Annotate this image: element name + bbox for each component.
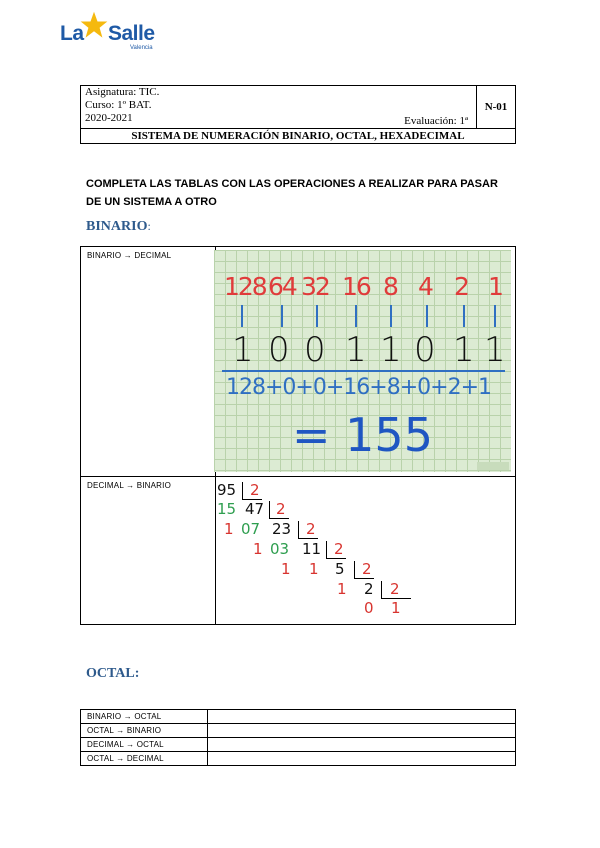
division-bracket xyxy=(242,482,243,499)
logo-subtext: Valencia xyxy=(130,45,153,51)
divisor: 2 xyxy=(250,481,260,499)
table-row xyxy=(81,724,516,738)
table-row xyxy=(81,752,516,766)
power-value: 32 xyxy=(301,272,329,301)
dividend: 2 xyxy=(364,580,374,598)
connector-line xyxy=(426,305,428,327)
document-header xyxy=(80,85,516,144)
division-bracket xyxy=(354,561,355,578)
remainder: 1 xyxy=(224,520,234,538)
octal-row-answer[interactable] xyxy=(208,710,516,724)
sum-line xyxy=(222,370,505,372)
division-bracket xyxy=(381,581,382,598)
remainder: 1 xyxy=(253,540,263,558)
final-remainder: 1 xyxy=(391,599,401,617)
binary-digit: 1 xyxy=(232,330,254,370)
octal-row-answer[interactable] xyxy=(208,724,516,738)
dividend: 5 xyxy=(335,560,345,578)
decimal-to-binary-image xyxy=(214,480,444,620)
section-octal: OCTAL: xyxy=(86,666,140,681)
power-value: 16 xyxy=(342,272,370,301)
octal-row-label: BINARIO → OCTAL xyxy=(81,710,208,724)
connector-line xyxy=(355,305,357,327)
evaluacion: Evaluación: 1ª xyxy=(404,115,468,127)
division-bracket xyxy=(354,578,374,579)
connector-line xyxy=(494,305,496,327)
octal-table xyxy=(80,709,516,766)
document-code: N-01 xyxy=(477,86,516,129)
division-bracket xyxy=(326,541,327,558)
divisor: 2 xyxy=(334,540,344,558)
curso: Curso: 1º BAT. xyxy=(85,99,152,111)
division-bracket xyxy=(269,518,289,519)
step-remainder: 03 xyxy=(270,540,290,558)
watermark xyxy=(477,462,509,470)
anio: 2020-2021 xyxy=(85,112,133,124)
connector-line xyxy=(316,305,318,327)
result-value: = 155 xyxy=(292,408,433,462)
octal-row-label: OCTAL → BINARIO xyxy=(81,724,208,738)
section-binario-colon: : xyxy=(147,219,151,233)
divisor: 2 xyxy=(306,520,316,538)
header-info xyxy=(81,86,477,129)
power-value: 2 xyxy=(454,272,468,301)
dividend: 23 xyxy=(272,520,292,538)
binary-digit: 1 xyxy=(380,330,402,370)
division-bracket xyxy=(269,501,270,518)
section-binario-title: BINARIO xyxy=(86,219,148,234)
power-value: 4 xyxy=(418,272,432,301)
row-binario-decimal-label: BINARIO → DECIMAL xyxy=(81,247,216,477)
sum-expression: 128+0+0+16+8+0+2+1 xyxy=(226,375,492,400)
power-value: 8 xyxy=(383,272,397,301)
connector-line xyxy=(241,305,243,327)
connector-line xyxy=(281,305,283,327)
remainder: 1 xyxy=(281,560,291,578)
binary-to-decimal-image xyxy=(214,250,511,472)
octal-row-answer[interactable] xyxy=(208,752,516,766)
binary-digit: 1 xyxy=(484,330,506,370)
remainder: 1 xyxy=(309,560,319,578)
row-decimal-binario-label: DECIMAL → BINARIO xyxy=(81,477,216,625)
octal-row-label: DECIMAL → OCTAL xyxy=(81,738,208,752)
logo-text-salle: Salle xyxy=(108,22,155,45)
logo-text-la: La xyxy=(60,22,84,45)
remainder: 1 xyxy=(337,580,347,598)
step-remainder: 15 xyxy=(217,500,237,518)
binary-digit: 0 xyxy=(268,330,290,370)
power-value: 64 xyxy=(268,272,296,301)
power-value: 128 xyxy=(224,272,266,301)
power-value: 1 xyxy=(488,272,502,301)
binary-digit: 0 xyxy=(304,330,326,370)
step-remainder: 07 xyxy=(241,520,261,538)
connector-line xyxy=(390,305,392,327)
document-title: SISTEMA DE NUMERACIÓN BINARIO, OCTAL, HEXADECIMAL xyxy=(81,129,516,144)
division-bracket xyxy=(326,558,346,559)
divisor: 2 xyxy=(390,580,400,598)
dividend: 47 xyxy=(245,500,265,518)
star-icon xyxy=(80,11,108,39)
octal-row-label: OCTAL → DECIMAL xyxy=(81,752,208,766)
binary-digit: 0 xyxy=(414,330,436,370)
section-binario xyxy=(86,219,151,235)
table-row xyxy=(81,738,516,752)
binary-digit: 1 xyxy=(453,330,475,370)
division-bracket xyxy=(298,521,299,538)
la-salle-logo xyxy=(60,10,160,52)
dividend: 11 xyxy=(302,540,322,558)
instruction-text: COMPLETA LAS TABLAS CON LAS OPERACIONES A REALIZAR PARA PASAR DE UN SISTEMA A OTRO xyxy=(86,178,498,208)
dividend: 95 xyxy=(217,481,237,499)
binary-digit: 1 xyxy=(345,330,367,370)
divisor: 2 xyxy=(276,500,286,518)
octal-row-answer[interactable] xyxy=(208,738,516,752)
connector-line xyxy=(463,305,465,327)
table-row xyxy=(81,710,516,724)
final-quotient: 0 xyxy=(364,599,374,617)
division-bracket xyxy=(298,538,318,539)
asignatura: Asignatura: TIC. xyxy=(85,86,160,98)
divisor: 2 xyxy=(362,560,372,578)
